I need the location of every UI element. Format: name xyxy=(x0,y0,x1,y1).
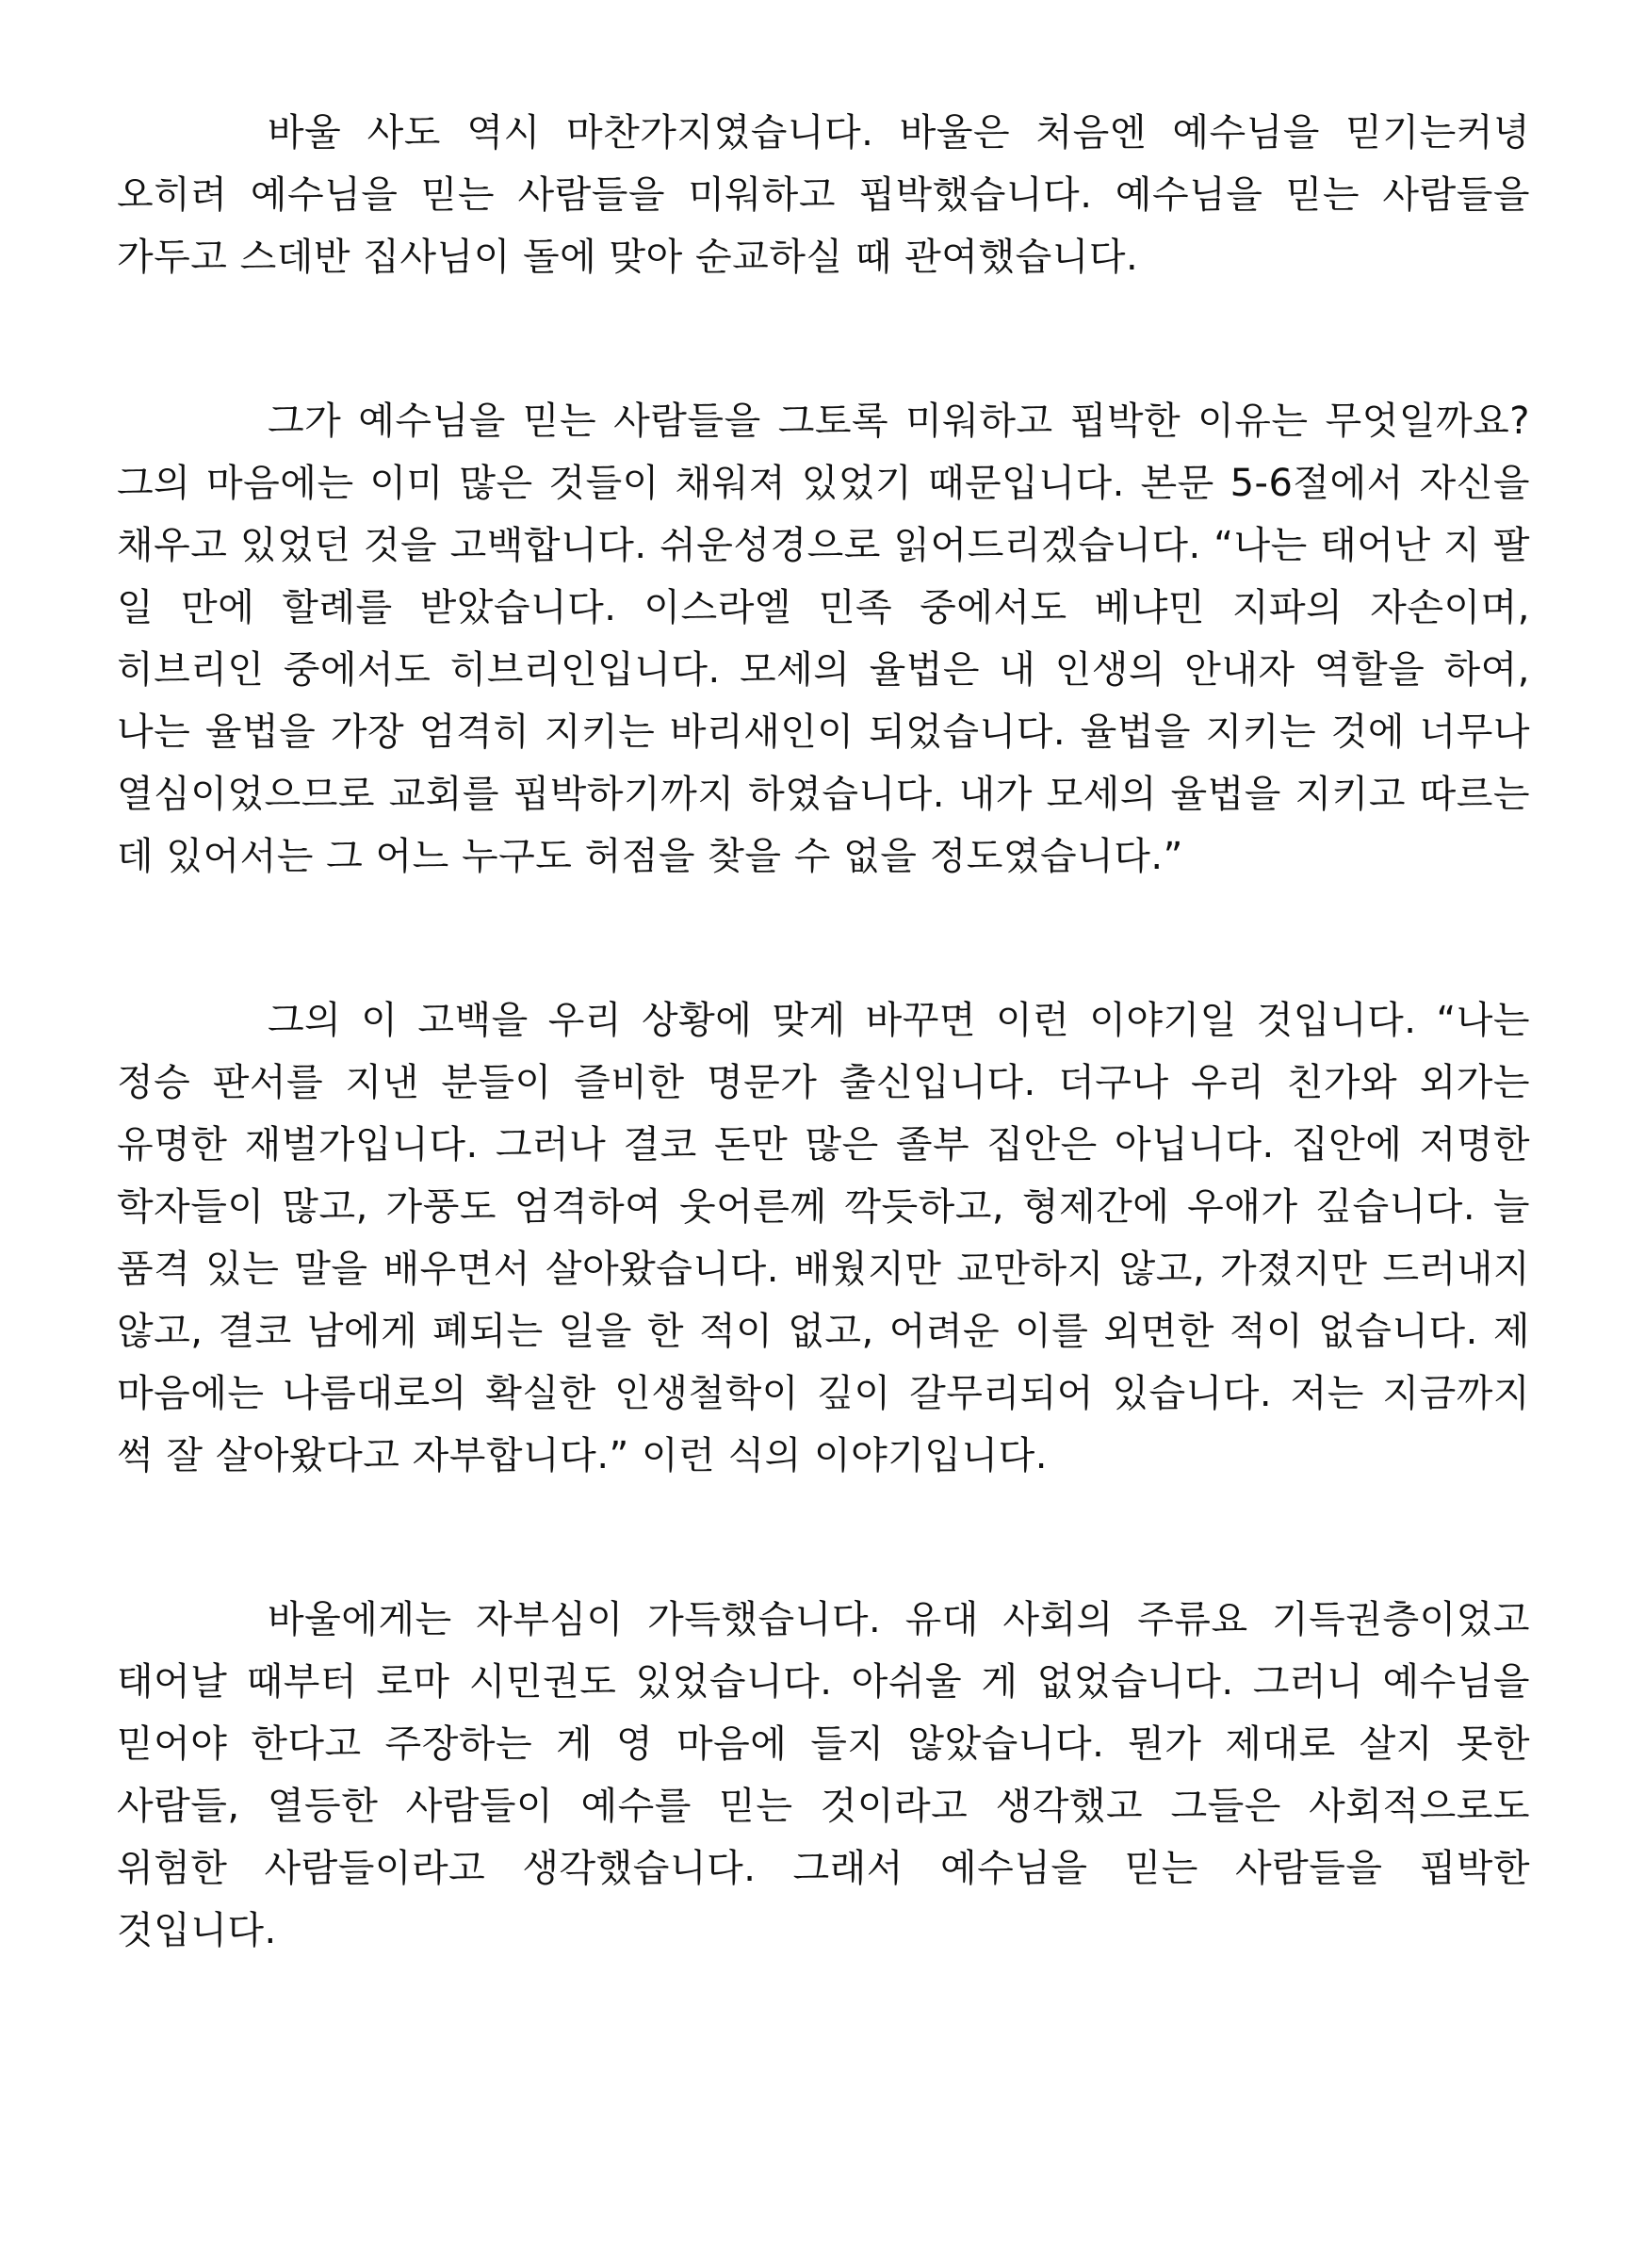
paragraph-4: 바울에게는 자부심이 가득했습니다. 유대 사회의 주류요 기득권층이었고 태어날 때부터 로마 시민권도 있었습니다. 아쉬울 게 없었습니다. 그러니 예수님을 믿어야 한다고 주장하는 게 영 마음에 들지 않았습니다. 뭔가 제대로 살지 못한 사람들, 열등한 사람들이 예수를 믿는 것이라고 생각했고 그들은 사회적으로도 위험한 사람들이라고 생각했습니다. 그래서 예수님을 믿는 사람들을 핍박한 것입니다. xyxy=(117,1598,1530,1952)
paragraph-2: 그가 예수님을 믿는 사람들을 그토록 미워하고 핍박한 이유는 무엇일까요? 그의 마음에는 이미 많은 것들이 채워져 있었기 때문입니다. 본문 5-6절에서 자신을 채우고 있었던 것을 고백합니다. 쉬운성경으로 읽어드리겠습니다. “나는 태어난 지 팔 일 만에 할례를 받았습니다. 이스라엘 민족 중에서도 베냐민 지파의 자손이며, 히브리인 중에서도 히브리인입니다. 모세의 율법은 내 인생의 안내자 역할을 하여, 나는 율법을 가장 엄격히 지키는 바리새인이 되었습니다. 율법을 지키는 것에 너무나 열심이었으므로 교회를 핍박하기까지 하였습니다. 내가 모세의 율법을 지키고 따르는 데 있어서는 그 어느 누구도 허점을 찾을 수 없을 정도였습니다.” xyxy=(117,400,1530,878)
paragraph-3: 그의 이 고백을 우리 상황에 맞게 바꾸면 이런 이야기일 것입니다. “나는 정승 판서를 지낸 분들이 즐비한 명문가 출신입니다. 더구나 우리 친가와 외가는 유명한 재벌가입니다. 그러나 결코 돈만 많은 졸부 집안은 아닙니다. 집안에 저명한 학자들이 많고, 가풍도 엄격하여 웃어른께 깍듯하고, 형제간에 우애가 깊습니다. 늘 품격 있는 말을 배우면서 살아왔습니다. 배웠지만 교만하지 않고, 가졌지만 드러내지 않고, 결코 남에게 폐되는 일을 한 적이 없고, 어려운 이를 외면한 적이 없습니다. 제 마음에는 나름대로의 확실한 인생철학이 깊이 갈무리되어 있습니다. 저는 지금까지 썩 잘 살아왔다고 자부합니다.” 이런 식의 이야기입니다. xyxy=(117,999,1530,1477)
paragraph-1: 바울 사도 역시 마찬가지였습니다. 바울은 처음엔 예수님을 믿기는커녕 오히려 예수님을 믿는 사람들을 미워하고 핍박했습니다. 예수님을 믿는 사람들을 가두고 스데반 집사님이 돌에 맞아 순교하실 때 관여했습니다. xyxy=(117,111,1530,279)
document-page xyxy=(117,102,1530,1962)
